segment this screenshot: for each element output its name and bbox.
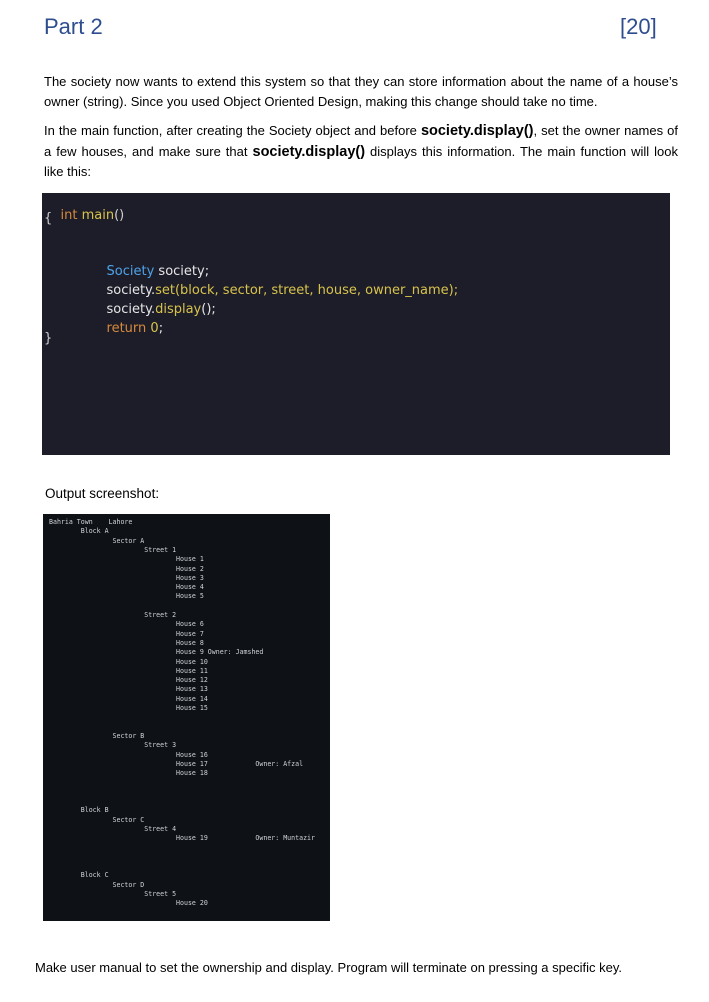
terminal-line: Sector D	[49, 880, 145, 889]
terminal-line: Block B	[49, 806, 109, 815]
code-return-semicolon: ;	[158, 321, 164, 336]
part-title: Part 2	[44, 14, 103, 39]
code-return-keyword: return	[106, 321, 147, 336]
terminal-line: House 17 Owner: Afzal	[49, 759, 304, 768]
terminal-line: House 10	[49, 657, 208, 666]
main-para-text-1: In the main function, after creating the Society object and before	[44, 123, 421, 138]
terminal-line: House 20	[49, 899, 208, 908]
terminal-line: Sector A	[49, 536, 145, 545]
terminal-line: House 15	[49, 704, 208, 712]
terminal-line: House 4	[49, 583, 204, 592]
code-open-brace: {	[44, 211, 53, 226]
terminal-line: Block A	[49, 527, 109, 536]
terminal-line: House 5	[49, 592, 204, 601]
code-society-var: society;	[154, 264, 210, 279]
code-line-return	[90, 306, 163, 351]
output-terminal	[43, 514, 330, 921]
code-society-type: Society	[106, 264, 155, 279]
main-para-text-2: , set the owner names of a few houses, and make sure that	[44, 123, 678, 159]
terminal-line: Street 4	[49, 824, 177, 833]
terminal-line: Bahria Town Lahore	[49, 518, 133, 526]
code-set-function: set	[155, 283, 175, 298]
terminal-line: House 8	[49, 638, 204, 647]
terminal-line: House 11	[49, 666, 208, 675]
terminal-line: Street 5	[49, 890, 177, 898]
code-main-function: main	[81, 208, 115, 223]
terminal-line: House 16	[49, 750, 208, 759]
terminal-line: Street 2	[49, 611, 177, 619]
terminal-line: House 14	[49, 694, 208, 703]
terminal-line: House 2	[49, 564, 204, 573]
footer-instruction: Make user manual to set the ownership and display. Program will terminate on pressing a specific key.	[35, 960, 622, 975]
code-display-function: display	[155, 302, 202, 317]
terminal-line: Block C	[49, 871, 109, 880]
code-set-object: society.	[106, 283, 156, 298]
code-main-parens: ()	[114, 208, 125, 223]
terminal-line: House 3	[49, 573, 204, 582]
terminal-line: Street 1	[49, 545, 177, 554]
main-paragraph	[44, 121, 678, 182]
terminal-line: House 13	[49, 685, 208, 694]
terminal-line: House 12	[49, 676, 208, 685]
terminal-line: Sector C	[49, 815, 145, 824]
code-block	[42, 193, 670, 455]
code-set-args: (block, sector, street, house, owner_name);	[174, 283, 459, 298]
terminal-line: House 9 Owner: Jamshed	[49, 648, 264, 657]
terminal-line: House 18	[49, 769, 208, 778]
main-para-text-3: displays this information. The main function will look like this:	[44, 143, 678, 179]
terminal-line: House 1	[49, 555, 204, 564]
terminal-line: Sector B	[49, 731, 145, 740]
terminal-line: House 6	[49, 620, 204, 629]
terminal-line: Street 3	[49, 741, 177, 750]
terminal-line: House 7	[49, 629, 204, 638]
output-label: Output screenshot:	[45, 486, 160, 501]
main-para-bold-1: society.display()	[420, 123, 534, 139]
code-display-object: society.	[106, 302, 156, 317]
code-display-call: ();	[201, 302, 216, 317]
main-para-bold-2: society.display()	[252, 143, 366, 160]
code-close-brace: }	[44, 331, 53, 346]
marks-label: [20]	[620, 14, 657, 39]
code-return-value: 0	[146, 321, 159, 336]
code-line-main	[44, 193, 124, 238]
intro-paragraph: The society now wants to extend this system so that they can store information about the name of a house’s owner (string). Since you used Object Oriented Design, making this change should take no time.	[44, 74, 678, 109]
terminal-line: House 19 Owner: Muntazir	[49, 834, 315, 843]
code-int-keyword: int	[60, 208, 78, 223]
